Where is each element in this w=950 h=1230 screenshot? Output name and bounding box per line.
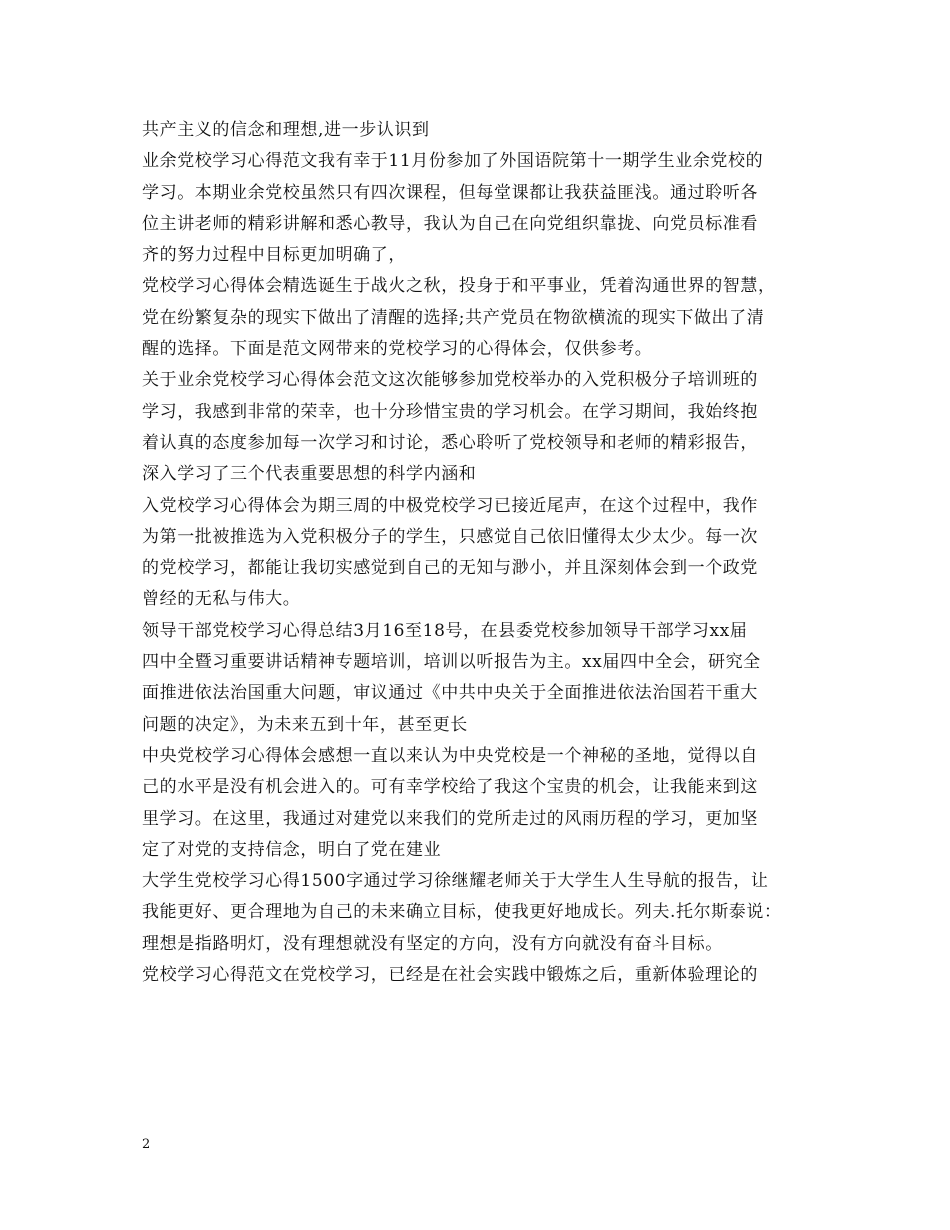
text-line: 己的水平是没有机会进入的。可有幸学校给了我这个宝贵的机会，让我能来到这 (142, 777, 758, 798)
text-line: 关于业余党校学习心得体会范文这次能够参加党校举办的入党积极分子培训班的 (142, 370, 758, 391)
document-body (142, 115, 814, 991)
text-line: 入党校学习心得体会为期三周的中极党校学习已接近尾声，在这个过程中，我作 (142, 495, 758, 516)
text-line: 领导干部党校学习心得总结3月16至18号，在县委党校参加领导干部学习xx届 (142, 620, 748, 641)
text-line: 学习。本期业余党校虽然只有四次课程，但每堂课都让我获益匪浅。通过聆听各 (142, 182, 758, 203)
text-line: 问题的决定》，为未来五到十年，甚至更长 (142, 714, 468, 735)
text-line: 为第一批被推选为入党积极分子的学生，只感觉自己依旧懂得太少太少。每一次 (142, 526, 758, 547)
text-line: 中央党校学习心得体会感想一直以来认为中央党校是一个神秘的圣地，觉得以自 (142, 745, 758, 766)
text-line: 理想是指路明灯，没有理想就没有坚定的方向，没有方向就没有奋斗目标。 (142, 933, 723, 954)
text-line: 共产主义的信念和理想,进一步认识到 (142, 120, 430, 140)
text-line: 定了对党的支持信念，明白了党在建业 (142, 839, 442, 860)
text-line: 学习，我感到非常的荣幸，也十分珍惜宝贵的学习机会。在学习期间，我始终抱 (142, 401, 758, 422)
text-line: 位主讲老师的精彩讲解和悉心教导，我认为自己在向党组织靠拢、向党员标准看 (142, 213, 758, 234)
text-line: 大学生党校学习心得1500字通过学习徐继耀老师关于大学生人生导航的报告，让 (142, 871, 769, 892)
text-line: 党校学习心得体会精选诞生于战火之秋，投身于和平事业，凭着沟通世界的智慧， (142, 276, 776, 297)
text-line: 业余党校学习心得范文我有幸于11月份参加了外国语院第十一期学生业余党校的 (142, 151, 764, 172)
text-line: 齐的努力过程中目标更加明确了， (142, 245, 406, 266)
text-line: 四中全暨习重要讲话精神专题培训，培训以听报告为主。xx届四中全会，研究全 (142, 652, 761, 673)
text-line: 着认真的态度参加每一次学习和讨论，悉心聆听了党校领导和老师的精彩报告， (142, 432, 758, 453)
text-line: 醒的选择。下面是范文网带来的党校学习的心得体会，仅供参考。 (142, 339, 653, 360)
text-line: 的党校学习，都能让我切实感觉到自己的无知与渺小，并且深刻体会到一个政党 (142, 558, 758, 579)
text-line: 面推进依法治国重大问题，审议通过《中共中央关于全面推进依法治国若干重大 (142, 683, 758, 704)
text-line: 深入学习了三个代表重要思想的科学内涵和 (142, 464, 477, 485)
text-line: 里学习。在这里，我通过对建党以来我们的党所走过的风雨历程的学习，更加坚 (142, 808, 758, 829)
text-line: 曾经的无私与伟大。 (142, 589, 301, 610)
text-line: 党在纷繁复杂的现实下做出了清醒的选择;共产党员在物欲横流的现实下做出了清 (142, 307, 765, 328)
text-line: 我能更好、更合理地为自己的未来确立目标，使我更好地成长。列夫.托尔斯泰说： (142, 902, 782, 923)
text-line: 党校学习心得范文在党校学习，已经是在社会实践中锻炼之后，重新体验理论的 (142, 965, 758, 986)
page-number: 2 (142, 1137, 151, 1152)
